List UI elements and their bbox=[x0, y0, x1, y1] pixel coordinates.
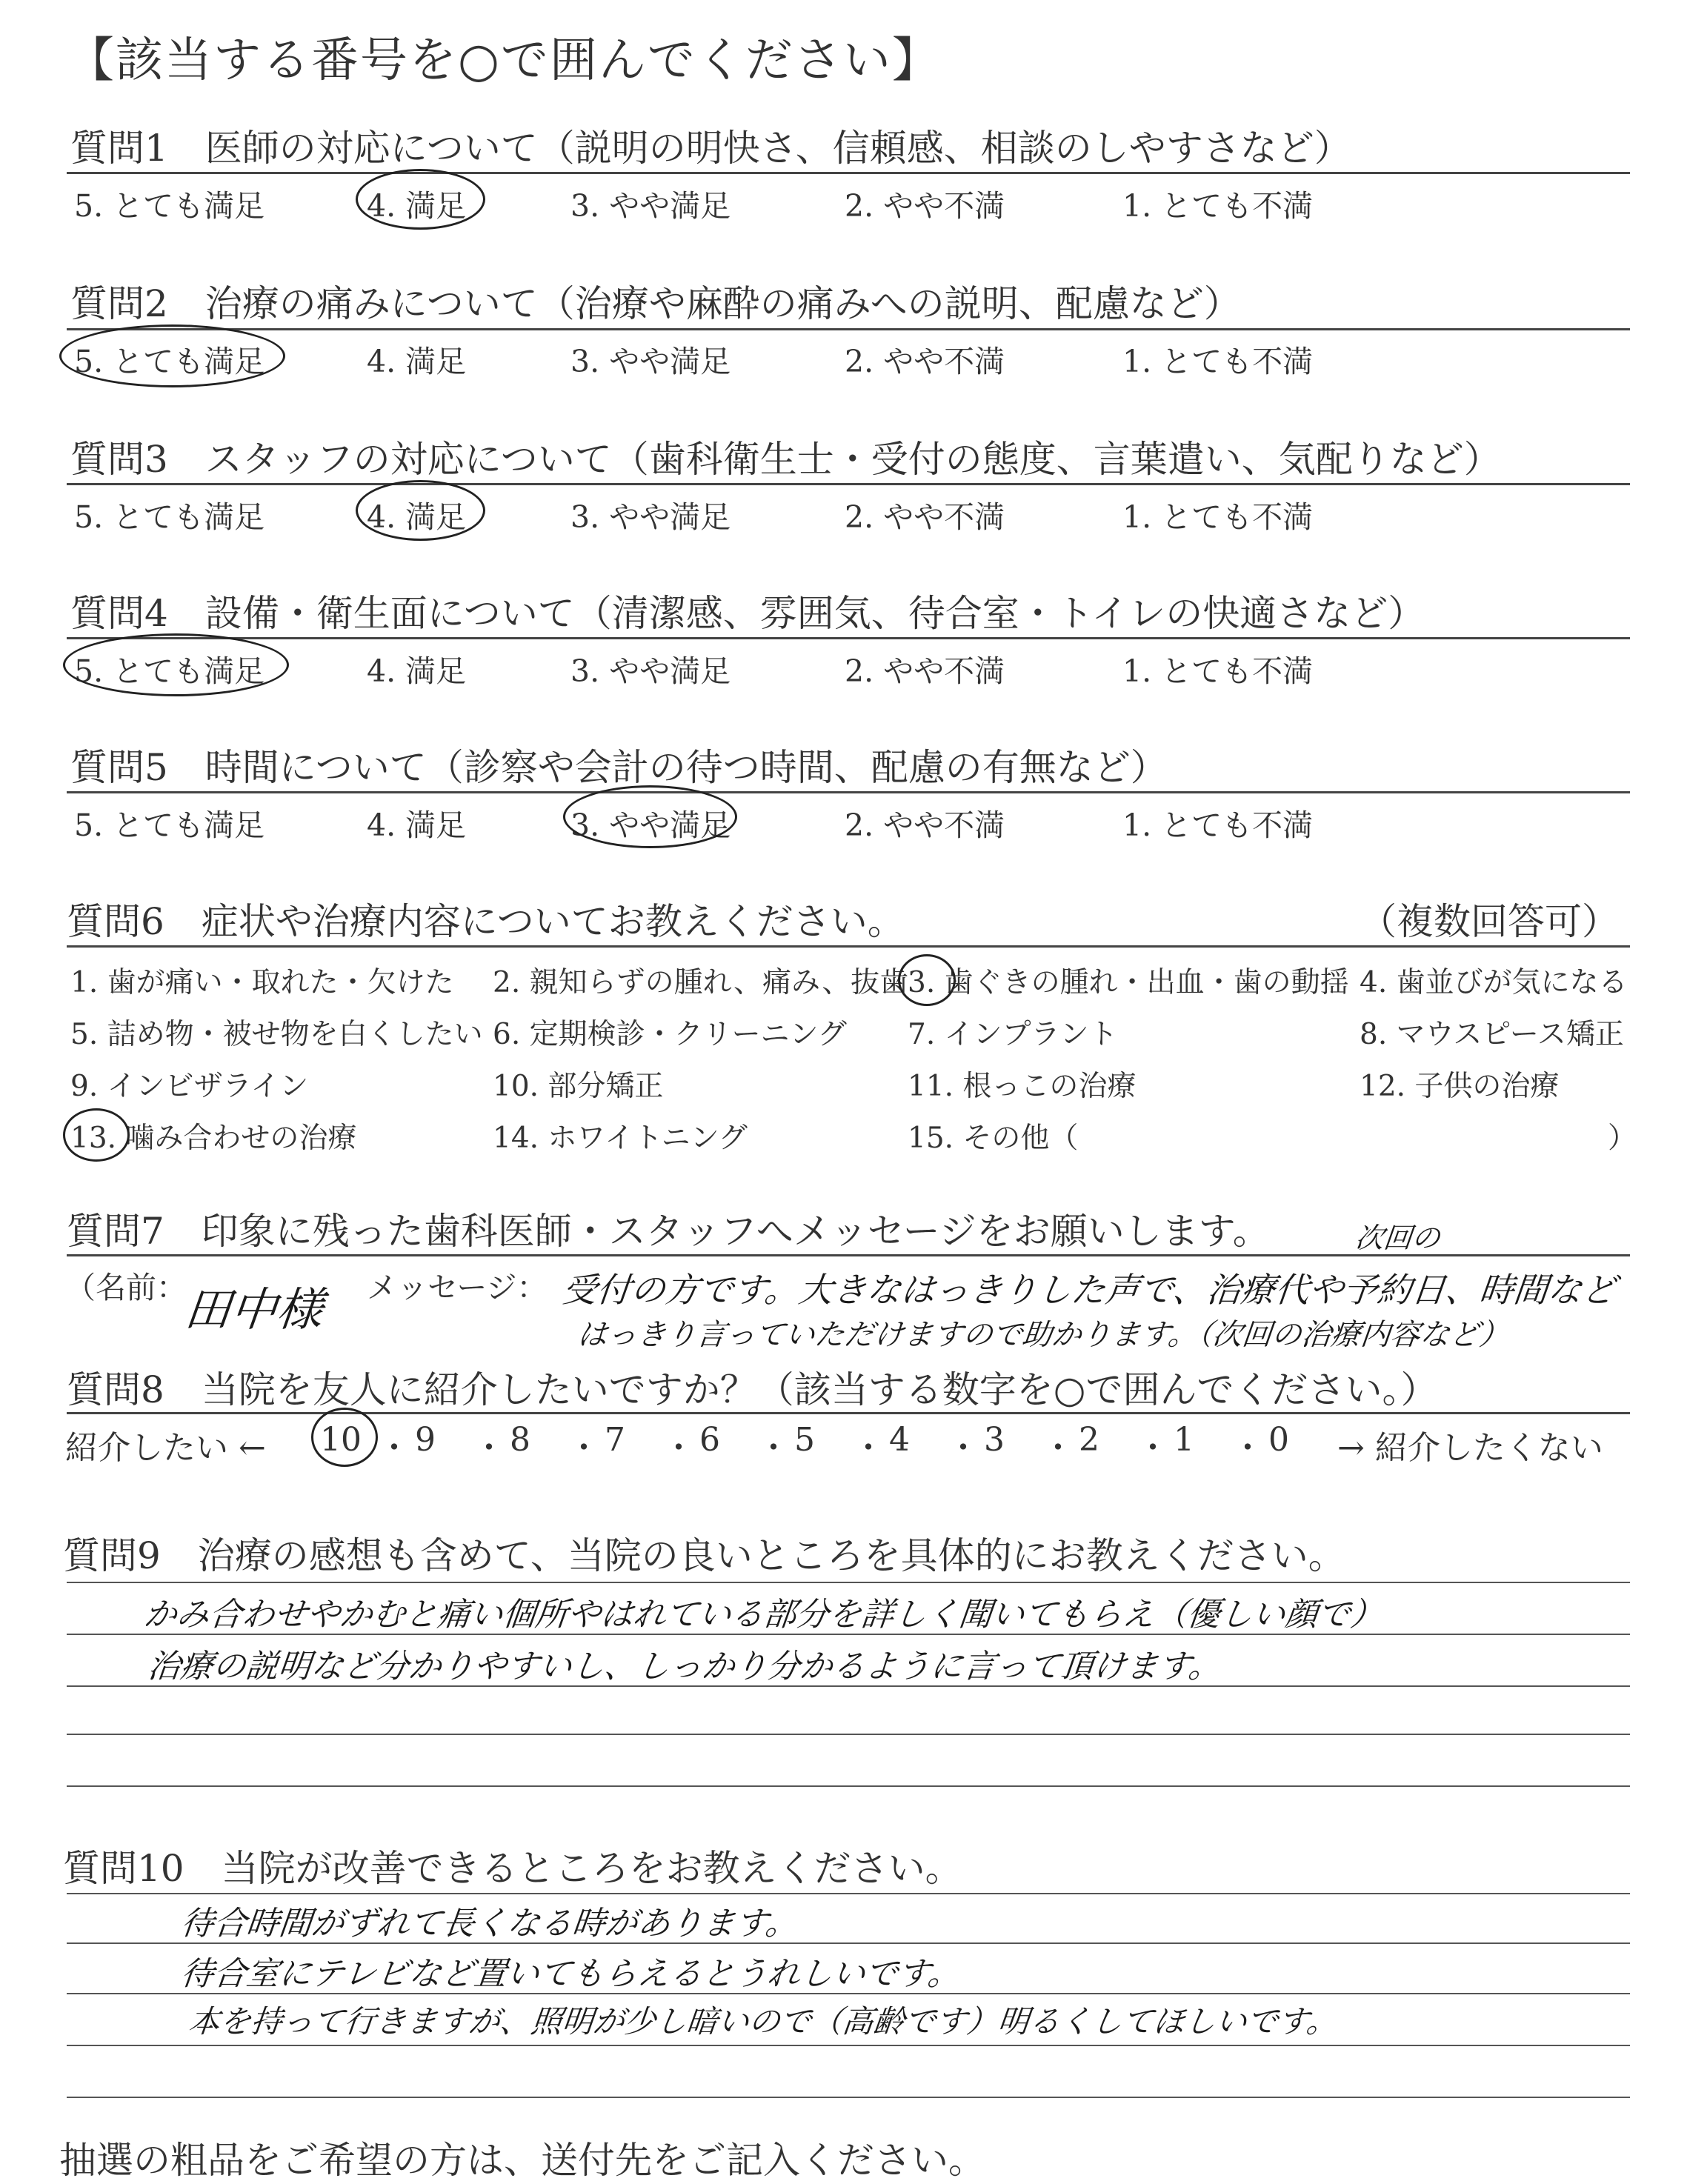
q6-option-8[interactable]: 8. マウスピース矯正 bbox=[1360, 1018, 1624, 1051]
question-8-heading: 質問8 当院を友人に紹介したいですか？（該当する数字を○で囲んでください。） bbox=[67, 1368, 1438, 1411]
question-4-heading: 質問4 設備・衛生面について（清潔感、雰囲気、待合室・トイレの快適さなど） bbox=[70, 592, 1425, 635]
q8-scale-0[interactable]: 0 bbox=[1268, 1421, 1289, 1459]
q1-selection-circle bbox=[356, 169, 485, 230]
q4-option-4[interactable]: 4. 満足 bbox=[367, 653, 467, 689]
q8-scale-6[interactable]: 6 bbox=[699, 1421, 720, 1459]
q7-message-label: メッセージ： bbox=[367, 1270, 548, 1305]
q6-option-3[interactable]: 3. 歯ぐきの腫れ・出血・歯の動揺 bbox=[908, 966, 1349, 999]
q8-scale-8[interactable]: 8 bbox=[510, 1421, 530, 1459]
q8-scale-1[interactable]: 1 bbox=[1174, 1421, 1194, 1459]
q3-option-2[interactable]: 2. やや不満 bbox=[845, 499, 1005, 535]
q10-answer-line-1: 待合時間がずれて長くなる時があります。 bbox=[179, 1905, 800, 1942]
q6-option-15-close: ） bbox=[1608, 1122, 1637, 1155]
q1-option-3[interactable]: 3. やや満足 bbox=[570, 188, 731, 224]
q8-scale-9[interactable]: 9 bbox=[415, 1421, 436, 1459]
q9-line-1 bbox=[67, 1582, 1630, 1583]
question-2-heading: 質問2 治療の痛みについて（治療や麻酔の痛みへの説明、配慮など） bbox=[70, 282, 1241, 325]
q6-option-1[interactable]: 1. 歯が痛い・取れた・欠けた bbox=[70, 966, 454, 999]
q3-option-1[interactable]: 1. とても不満 bbox=[1122, 499, 1314, 535]
q7-message-insert: 次回の bbox=[1354, 1222, 1442, 1254]
q5-option-2[interactable]: 2. やや不満 bbox=[845, 808, 1005, 843]
q8-scale-separator: ・ bbox=[1042, 1429, 1074, 1467]
q10-answer-line-3: 本を持って行きますが、照明が少し暗いので（高齢です）明るくしてほしいです。 bbox=[187, 2003, 1340, 2040]
q6-option-15[interactable]: 15. その他（ bbox=[908, 1122, 1079, 1155]
q6-option-7[interactable]: 7. インプラント bbox=[908, 1018, 1118, 1051]
question-1-heading: 質問1 医師の対応について（説明の明快さ、信頼感、相談のしやすさなど） bbox=[70, 127, 1351, 170]
q8-scale-7[interactable]: 7 bbox=[605, 1421, 625, 1459]
q8-scale-separator: ・ bbox=[662, 1429, 695, 1467]
q6-option-11[interactable]: 11. 根っこの治療 bbox=[908, 1070, 1137, 1103]
q6-selection-circle-13 bbox=[63, 1108, 130, 1162]
q8-selection-circle bbox=[311, 1408, 378, 1467]
q2-selection-circle bbox=[59, 324, 285, 387]
q6-option-9[interactable]: 9. インビザライン bbox=[70, 1070, 309, 1103]
q1-option-1[interactable]: 1. とても不満 bbox=[1122, 188, 1314, 224]
q3-option-5[interactable]: 5. とても満足 bbox=[74, 499, 265, 535]
q5-option-4[interactable]: 4. 満足 bbox=[367, 808, 467, 843]
question-2-rule bbox=[67, 328, 1630, 330]
q3-option-3[interactable]: 3. やや満足 bbox=[570, 499, 731, 535]
q4-option-1[interactable]: 1. とても不満 bbox=[1122, 653, 1314, 689]
q5-option-3[interactable]: 3. やや満足 bbox=[570, 808, 731, 843]
question-3-rule bbox=[67, 483, 1630, 485]
q3-selection-circle bbox=[356, 480, 485, 541]
q6-option-13[interactable]: 13. 噛み合わせの治療 bbox=[70, 1122, 357, 1155]
q9-answer-line-2: 治療の説明など分かりやすいし、しっかり分かるように言って頂けます。 bbox=[145, 1648, 1223, 1685]
question-10-heading: 質問10 当院が改善できるところをお教えください。 bbox=[63, 1847, 962, 1890]
q8-scale-separator: ・ bbox=[757, 1429, 790, 1467]
q8-scale-separator: ・ bbox=[852, 1429, 885, 1467]
q2-option-1[interactable]: 1. とても不満 bbox=[1122, 344, 1314, 379]
q2-option-5[interactable]: 5. とても満足 bbox=[74, 344, 265, 379]
q4-option-2[interactable]: 2. やや不満 bbox=[845, 653, 1005, 689]
q6-selection-circle-3 bbox=[898, 954, 956, 1006]
q2-option-4[interactable]: 4. 満足 bbox=[367, 344, 467, 379]
q8-scale-separator: ・ bbox=[1231, 1429, 1264, 1467]
q10-line-1 bbox=[67, 1893, 1630, 1894]
q8-scale-5[interactable]: 5 bbox=[794, 1421, 815, 1459]
question-5-rule bbox=[67, 791, 1630, 793]
q7-name-label: （名前： bbox=[65, 1270, 187, 1305]
question-6-heading: 質問6 症状や治療内容についてお教えください。 bbox=[67, 900, 905, 943]
q8-scale-separator: ・ bbox=[378, 1429, 410, 1467]
q8-scale-2[interactable]: 2 bbox=[1079, 1421, 1099, 1459]
q8-scale-separator: ・ bbox=[947, 1429, 979, 1467]
q6-option-10[interactable]: 10. 部分矯正 bbox=[493, 1070, 664, 1103]
q7-message-line-2: はっきり言っていただけますので助かります。（次回の治療内容など） bbox=[576, 1318, 1511, 1352]
question-6-rule bbox=[67, 945, 1630, 948]
question-8-rule bbox=[67, 1412, 1630, 1414]
q6-option-14[interactable]: 14. ホワイトニング bbox=[493, 1122, 748, 1155]
question-7-heading: 質問7 印象に残った歯科医師・スタッフへメッセージをお願いします。 bbox=[67, 1210, 1270, 1253]
q4-option-5[interactable]: 5. とても満足 bbox=[74, 653, 265, 689]
q4-option-3[interactable]: 3. やや満足 bbox=[570, 653, 731, 689]
q1-option-5[interactable]: 5. とても満足 bbox=[74, 188, 265, 224]
q7-message-line-1: 受付の方です。大きなはっきりした声で、治療代や予約日、時間など bbox=[560, 1270, 1618, 1310]
q10-line-4 bbox=[67, 2045, 1630, 2046]
q2-option-3[interactable]: 3. やや満足 bbox=[570, 344, 731, 379]
q8-left-label: 紹介したい ← bbox=[65, 1429, 266, 1467]
q6-option-6[interactable]: 6. 定期検診・クリーニング bbox=[493, 1018, 847, 1051]
q5-option-1[interactable]: 1. とても不満 bbox=[1122, 808, 1314, 843]
question-3-heading: 質問3 スタッフの対応について（歯科衛生士・受付の態度、言葉遣い、気配りなど） bbox=[70, 438, 1501, 481]
question-6-note: （複数回答可） bbox=[1360, 900, 1619, 943]
q6-option-5[interactable]: 5. 詰め物・被せ物を白くしたい bbox=[70, 1018, 483, 1051]
q7-name-value: 田中様 bbox=[182, 1282, 326, 1336]
question-5-heading: 質問5 時間について（診察や会計の待つ時間、配慮の有無など） bbox=[70, 746, 1168, 789]
q2-option-2[interactable]: 2. やや不満 bbox=[845, 344, 1005, 379]
q1-option-2[interactable]: 2. やや不満 bbox=[845, 188, 1005, 224]
question-9-heading: 質問9 治療の感想も含めて、当院の良いところを具体的にお教えください。 bbox=[63, 1534, 1345, 1577]
q5-selection-circle bbox=[563, 785, 737, 848]
q8-scale-4[interactable]: 4 bbox=[889, 1421, 910, 1459]
footer-note: 抽選の粗品をご希望の方は、送付先をご記入ください。 bbox=[59, 2139, 985, 2182]
question-1-rule bbox=[67, 172, 1630, 174]
page-title: 【該当する番号を○で囲んでください】 bbox=[67, 33, 941, 88]
q9-line-5 bbox=[67, 1785, 1630, 1787]
q6-option-4[interactable]: 4. 歯並びが気になる bbox=[1360, 966, 1628, 999]
q10-line-5 bbox=[67, 2097, 1630, 2098]
q8-scale-3[interactable]: 3 bbox=[984, 1421, 1005, 1459]
q8-scale-10[interactable]: 10 bbox=[320, 1421, 362, 1459]
q6-option-12[interactable]: 12. 子供の治療 bbox=[1360, 1070, 1560, 1103]
q8-right-label: → 紹介したくない bbox=[1337, 1429, 1603, 1467]
q5-option-5[interactable]: 5. とても満足 bbox=[74, 808, 265, 843]
q3-option-4[interactable]: 4. 満足 bbox=[367, 499, 467, 535]
question-4-rule bbox=[67, 637, 1630, 639]
q8-scale-separator: ・ bbox=[1137, 1429, 1169, 1467]
q9-answer-line-1: かみ合わせやかむと痛い個所やはれている部分を詳しく聞いてもらえ（優しい顔で） bbox=[142, 1596, 1385, 1634]
q9-line-4 bbox=[67, 1734, 1630, 1735]
q8-scale-separator: ・ bbox=[473, 1429, 505, 1467]
q8-scale-separator: ・ bbox=[568, 1429, 600, 1467]
q4-selection-circle bbox=[63, 633, 289, 696]
q1-option-4[interactable]: 4. 満足 bbox=[367, 188, 467, 224]
q10-answer-line-2: 待合室にテレビなど置いてもらえるとうれしいです。 bbox=[179, 1955, 962, 1993]
q6-option-2[interactable]: 2. 親知らずの腫れ、痛み、抜歯 bbox=[493, 966, 909, 999]
